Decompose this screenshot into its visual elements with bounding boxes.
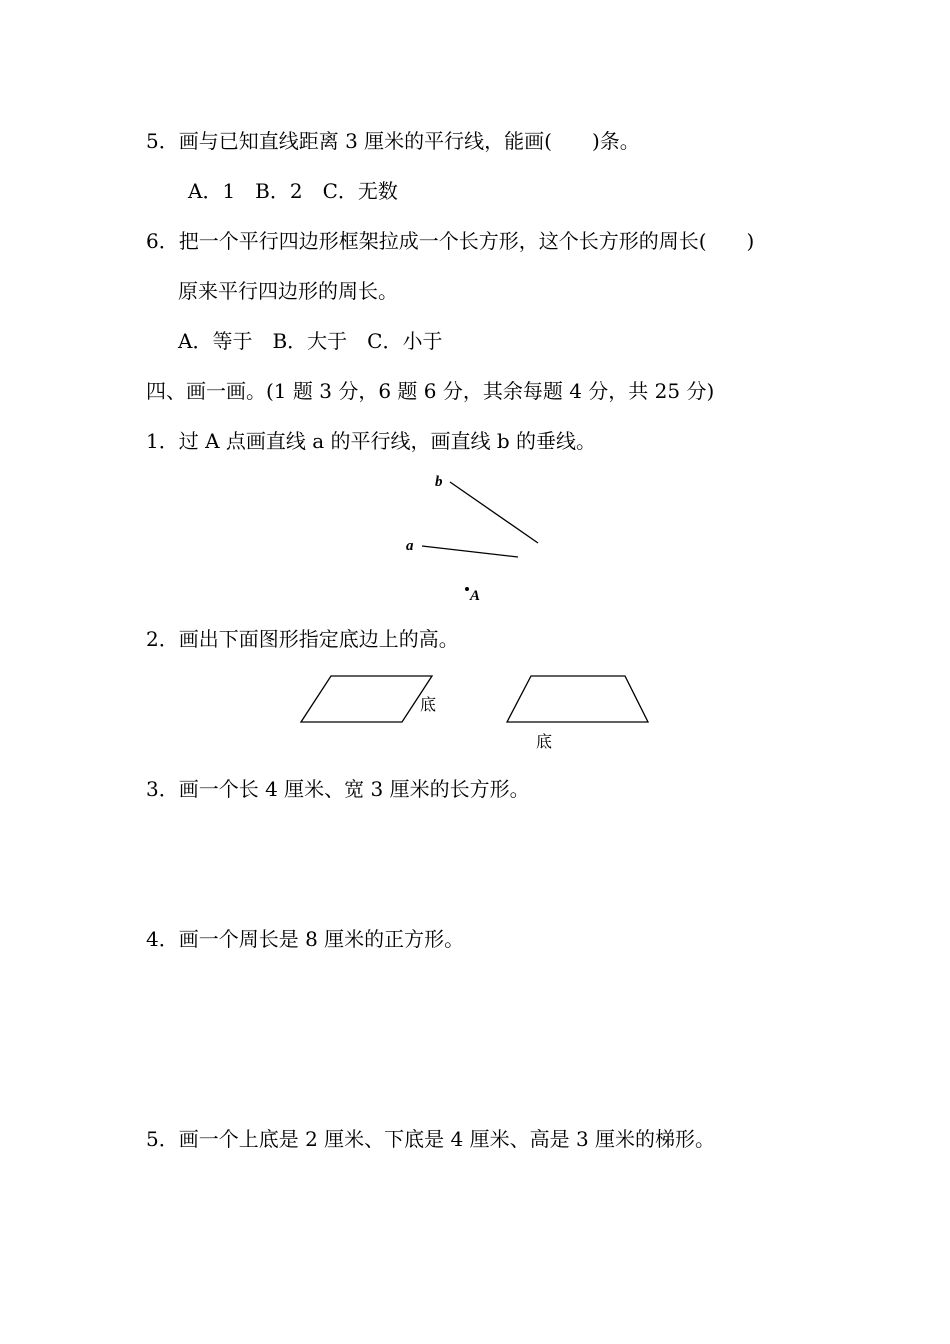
draw-q3-text: 3．画一个长 4 厘米、宽 3 厘米的长方形。 — [146, 777, 530, 801]
draw-q5-text: 5．画一个上底是 2 厘米、下底是 4 厘米、高是 3 厘米的梯形。 — [146, 1127, 716, 1151]
q5-text: 5．画与已知直线距离 3 厘米的平行线，能画( )条。 — [146, 129, 640, 153]
line-b — [450, 482, 538, 543]
draw-q2-text: 2．画出下面图形指定底边上的高。 — [146, 627, 459, 651]
draw-q4-text: 4．画一个周长是 8 厘米的正方形。 — [146, 927, 465, 951]
parallelogram-shape — [301, 676, 432, 722]
line-a — [422, 546, 518, 557]
trapezoid-base-label: 底 — [536, 732, 553, 751]
point-A-dot — [465, 587, 469, 591]
q6-options: A．等于 B．大于 C．小于 — [178, 329, 443, 353]
label-a: a — [406, 538, 414, 554]
section4-heading: 四、画一画。(1 题 3 分，6 题 6 分，其余每题 4 分，共 25 分) — [146, 379, 715, 403]
draw-q1-text: 1．过 A 点画直线 a 的平行线，画直线 b 的垂线。 — [146, 429, 597, 453]
label-b: b — [435, 474, 443, 490]
q5-options: A．1 B．2 C．无数 — [188, 179, 398, 203]
label-A: A — [470, 588, 481, 604]
q6-text-line2: 原来平行四边形的周长。 — [178, 279, 398, 303]
trapezoid-shape — [507, 676, 648, 722]
q6-text-line1: 6．把一个平行四边形框架拉成一个长方形，这个长方形的周长( ) — [146, 229, 755, 253]
parallelogram-base-label: 底 — [420, 695, 437, 714]
